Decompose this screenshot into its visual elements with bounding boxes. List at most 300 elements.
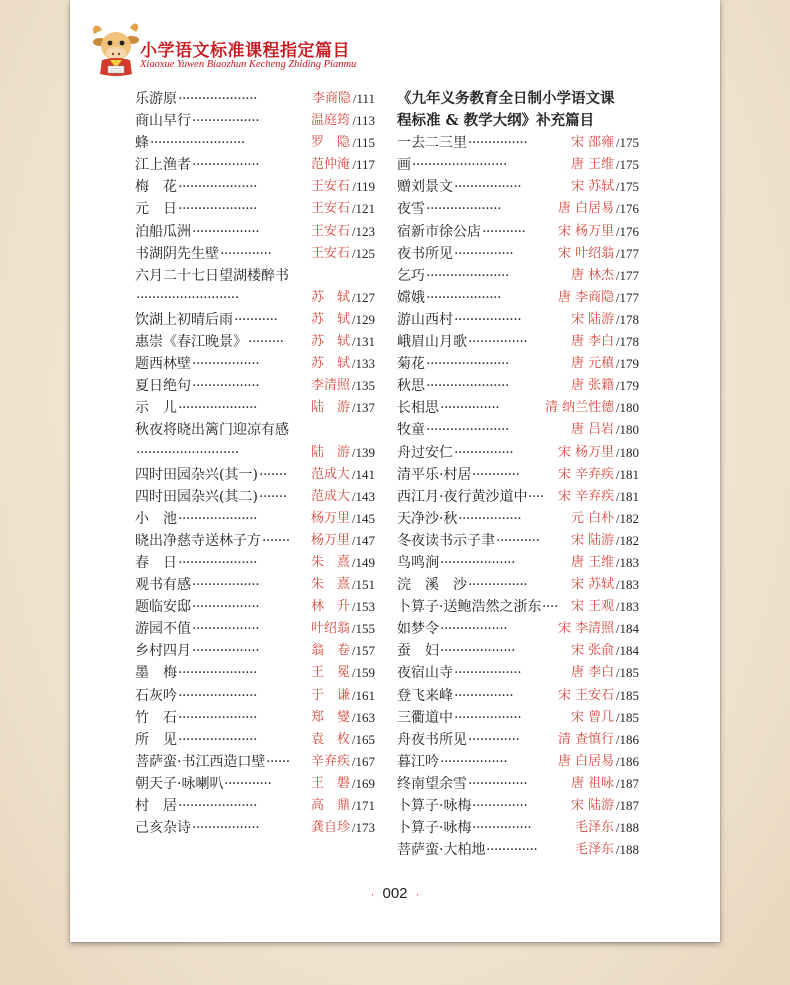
leader-dots: ···················· [178, 798, 258, 814]
leader-dots: ···················· [178, 201, 258, 218]
entry-title: 题西林壁 [135, 356, 191, 373]
toc-entry [135, 132, 375, 154]
toc-entry [397, 375, 639, 397]
leader-dots: ···················· [178, 665, 258, 682]
toc-entry [397, 596, 639, 618]
entry-author: 宋 苏轼 [571, 577, 615, 593]
entry-title: 菊花 [397, 356, 425, 373]
toc-entry [397, 839, 639, 861]
entry-author: 唐 张籍 [571, 378, 615, 394]
entry-author: 陆 游 [311, 444, 351, 460]
leader-dots: ··············· [468, 334, 528, 351]
toc-entry [397, 707, 639, 729]
leader-dots: ··········· [496, 532, 540, 549]
entry-author: 唐 元稹 [571, 356, 615, 372]
entry-title: 惠崇《春江晚景》 [135, 334, 247, 351]
entry-page: /185 [615, 687, 639, 703]
toc-entry [135, 751, 375, 773]
entry-title: 菩萨蛮·大柏地 [397, 842, 486, 859]
toc-entry [135, 198, 375, 220]
entry-page: /177 [615, 267, 639, 283]
entry-author: 高 鼎 [311, 798, 351, 813]
toc-entry [135, 530, 375, 552]
entry-author: 唐 李白 [571, 334, 615, 350]
entry-title: 菩萨蛮·书江西造口壁 [135, 753, 266, 770]
entry-title: 梅 花 [135, 179, 177, 196]
toc-entry [397, 508, 639, 530]
entry-title: 夜书所见 [397, 245, 453, 262]
entry-author: 翁 卷 [311, 643, 351, 659]
entry-author: 毛泽东 [575, 842, 615, 858]
entry-page: /177 [615, 245, 639, 261]
supplement-title: 《九年义务教育全日制小学语文课 [397, 90, 615, 107]
header-subtitle: Xiaoxue Yuwen Biaozhun Kecheng Zhiding Pianmu [140, 59, 357, 70]
leader-dots: ················· [454, 709, 522, 726]
entry-author: 龚自珍 [311, 820, 351, 836]
entry-title: 三衢道中 [397, 709, 453, 726]
toc-entry [135, 707, 375, 729]
toc-entry [397, 552, 639, 574]
entry-author: 叶绍翁 [311, 621, 351, 637]
entry-author: 唐 王维 [571, 157, 615, 173]
supplement-list [397, 132, 639, 861]
entry-title: 商山早行 [135, 113, 191, 130]
entry-title: 四时田园杂兴(其二) [135, 488, 258, 505]
entry-title: 舟过安仁 [397, 444, 453, 461]
leader-dots: ·························· [136, 289, 239, 306]
entry-author: 宋 辛弃疾 [558, 488, 615, 504]
entry-page: /163 [351, 709, 375, 725]
entry-author: 宋 陆游 [571, 532, 615, 548]
entry-page: /159 [351, 665, 375, 681]
leader-dots: ················· [192, 157, 260, 174]
leader-dots: ················· [454, 179, 522, 196]
leader-dots: ··············· [468, 577, 528, 594]
entry-author: 苏 轼 [311, 311, 351, 327]
leader-dots: ··················· [440, 643, 516, 660]
leader-dots: ··············· [454, 444, 514, 461]
entry-author: 清 纳兰性德 [545, 400, 615, 416]
leader-dots: ···················· [178, 709, 258, 726]
entry-title: 村 居 [135, 798, 177, 814]
leader-dots: ······· [259, 488, 287, 505]
entry-page: /173 [351, 820, 375, 836]
entry-author: 清 查慎行 [558, 731, 615, 747]
leader-dots: ··············· [454, 245, 514, 262]
entry-title: 蚕 妇 [397, 643, 439, 660]
leader-dots: ···················· [178, 510, 258, 527]
entry-page: /181 [615, 488, 639, 504]
entry-page: /188 [615, 820, 639, 836]
entry-page: /186 [615, 731, 639, 747]
entry-author: 袁 枚 [311, 731, 351, 747]
entry-author: 李商隐 [312, 91, 352, 106]
toc-entry [135, 685, 375, 707]
entry-title: 饮湖上初晴后雨 [135, 311, 233, 328]
leader-dots: ··················· [426, 289, 502, 306]
toc-entry [135, 176, 375, 198]
entry-author: 朱 熹 [311, 577, 351, 593]
entry-author: 唐 李商隐 [558, 289, 615, 305]
entry-author: 宋 曾几 [571, 709, 615, 725]
toc-entry [135, 773, 375, 795]
entry-title: 题临安邸 [135, 599, 191, 616]
entry-author: 唐 吕岩 [571, 422, 615, 438]
entry-page: /127 [351, 289, 375, 305]
entry-title: 夏日绝句 [135, 378, 191, 395]
header [88, 20, 488, 80]
entry-title: 嫦娥 [397, 289, 425, 306]
left-column [135, 88, 375, 839]
entry-page: /178 [615, 334, 639, 350]
toc-entry [397, 287, 639, 309]
leader-dots: ················ [458, 510, 522, 527]
entry-page: /188 [615, 842, 639, 858]
entry-page: /149 [351, 554, 375, 570]
toc-entry [135, 464, 375, 486]
entry-page: /180 [615, 400, 639, 416]
entry-page: /129 [351, 311, 375, 327]
footer-dot-icon: · [370, 887, 375, 901]
leader-dots: ··············· [472, 820, 532, 837]
entry-page: /184 [615, 643, 639, 659]
leader-dots: ··········· [482, 223, 526, 240]
entry-title: 一去二三里 [397, 135, 467, 152]
entry-title: 终南望余雪 [397, 775, 467, 792]
toc-entry [135, 618, 375, 640]
leader-dots: ·············· [472, 798, 528, 814]
leader-dots: ····················· [426, 267, 509, 284]
toc-entry [135, 662, 375, 684]
leader-dots: ···················· [178, 554, 258, 571]
entry-page: /187 [615, 798, 639, 813]
leader-dots: ············ [224, 775, 272, 792]
entry-title: 乐游原 [135, 91, 177, 107]
leader-dots: ················· [192, 820, 260, 837]
leader-dots: ··········· [234, 311, 278, 328]
entry-page: /137 [351, 400, 375, 416]
page-number: 002 [382, 885, 408, 902]
entry-author: 辛弃疾 [311, 753, 351, 769]
toc-entry [135, 287, 375, 309]
leader-dots: ················· [192, 577, 260, 594]
toc-entry [135, 265, 375, 287]
toc-entry [135, 353, 375, 375]
entry-page: /176 [615, 223, 639, 239]
entry-title: 游山西村 [397, 311, 453, 328]
entry-page: /119 [352, 179, 375, 195]
leader-dots: ················· [192, 356, 260, 373]
entry-page: /184 [615, 621, 639, 637]
leader-dots: ···················· [178, 731, 258, 748]
toc-entry [135, 154, 375, 176]
leader-dots: ················· [192, 223, 260, 240]
entry-page: /147 [351, 532, 375, 548]
entry-page: /182 [615, 510, 639, 526]
leader-dots: ······· [259, 466, 287, 483]
leader-dots: ··············· [440, 400, 500, 417]
entry-page: /145 [351, 510, 375, 526]
book-page [70, 0, 720, 942]
toc-entry [397, 442, 639, 464]
toc-entry [135, 88, 375, 110]
entry-page: /179 [615, 356, 639, 372]
entry-title: 暮江吟 [397, 753, 439, 770]
entry-author: 杨万里 [311, 532, 351, 548]
entry-page: /183 [615, 599, 639, 615]
entry-author: 唐 王维 [571, 554, 615, 570]
entry-title: 鸟鸣涧 [397, 554, 439, 571]
entry-title: 赠刘景文 [397, 179, 453, 196]
entry-page: /171 [351, 798, 375, 813]
right-column [397, 88, 639, 861]
entry-author: 范成大 [311, 488, 351, 504]
entry-title: 书湖阴先生壁 [135, 245, 219, 262]
leader-dots: ················· [454, 665, 522, 682]
leader-dots: ···················· [178, 179, 258, 196]
toc-entry [397, 221, 639, 243]
entry-page: /123 [351, 223, 375, 239]
toc-entry [135, 596, 375, 618]
leader-dots: ····················· [426, 422, 509, 439]
leader-dots: ············ [472, 466, 520, 483]
leader-dots: ··············· [468, 775, 528, 792]
entry-author: 苏 轼 [311, 334, 351, 350]
entry-author: 温庭筠 [311, 113, 351, 129]
entry-title: 春 日 [135, 554, 177, 571]
entry-page: /175 [615, 157, 639, 173]
toc-entry [397, 640, 639, 662]
entry-author: 苏 轼 [311, 356, 351, 372]
supplement-title-line2: 程标准 & 教学大纲》补充篇目 [397, 112, 595, 130]
entry-page: /176 [615, 201, 639, 217]
entry-author: 王安石 [311, 179, 351, 195]
leader-dots: ·························· [136, 444, 239, 461]
entry-author: 宋 陆游 [571, 311, 615, 327]
entry-author: 李清照 [311, 378, 351, 394]
entry-page: /180 [615, 422, 639, 438]
entry-page: /186 [615, 753, 639, 769]
entry-author: 宋 辛弃疾 [558, 466, 615, 482]
entry-title: 己亥杂诗 [135, 820, 191, 837]
toc-entry [397, 530, 639, 552]
entry-title: 天净沙·秋 [397, 510, 458, 527]
leader-dots: ···· [542, 599, 558, 616]
entry-page: /187 [615, 775, 639, 791]
entry-title: 画 [397, 157, 411, 174]
entry-page: /185 [615, 665, 639, 681]
entry-page: /182 [615, 532, 639, 548]
entry-author: 陆 游 [311, 400, 351, 416]
entry-title: 牧童 [397, 422, 425, 439]
leader-dots: ················· [192, 113, 260, 130]
leader-dots: ···················· [178, 91, 258, 107]
entry-title: 所 见 [135, 731, 177, 748]
entry-page: /121 [351, 201, 375, 217]
toc-entry [135, 817, 375, 839]
entry-page: /179 [615, 378, 639, 394]
toc-entry [397, 331, 639, 353]
entry-author: 王安石 [311, 223, 351, 239]
entry-author: 唐 白居易 [558, 201, 615, 217]
entry-author: 范仲淹 [311, 157, 351, 173]
entry-title: 泊船瓜洲 [135, 223, 191, 240]
entry-page: /153 [351, 599, 375, 615]
entry-page: /169 [351, 775, 375, 791]
leader-dots: ···· [528, 488, 544, 505]
entry-page: /185 [615, 709, 639, 725]
entry-title: 卜算子·咏梅 [397, 820, 472, 837]
toc-entry [397, 751, 639, 773]
leader-dots: ··················· [440, 554, 516, 571]
leader-dots: ················· [440, 621, 508, 638]
toc-entry [397, 729, 639, 751]
entry-title: 登飞来峰 [397, 687, 453, 704]
entry-author: 朱 熹 [311, 554, 351, 570]
entry-author: 宋 邵雍 [571, 135, 615, 151]
leader-dots: ············· [486, 842, 538, 859]
leader-dots: ················· [192, 621, 260, 638]
leader-dots: ························ [412, 157, 507, 174]
entry-page: /135 [351, 378, 375, 394]
entry-author: 宋 杨万里 [558, 223, 615, 239]
toc-entry [135, 729, 375, 751]
entry-page: /143 [351, 488, 375, 504]
entry-page: /151 [351, 577, 375, 593]
leader-dots: ··················· [426, 201, 502, 218]
toc-entry [397, 486, 639, 508]
entry-page: /157 [351, 643, 375, 659]
entry-title: 秋思 [397, 378, 425, 395]
entry-page: /139 [351, 444, 375, 460]
toc-entry [397, 154, 639, 176]
entry-author: 王 冕 [311, 665, 351, 681]
entry-author: 宋 王观 [571, 599, 615, 615]
entry-author: 唐 白居易 [558, 753, 615, 769]
entry-title: 竹 石 [135, 709, 177, 726]
entry-title: 卜算子·咏梅 [397, 798, 472, 814]
toc-entry [397, 265, 639, 287]
leader-dots: ········· [248, 334, 284, 351]
entry-author: 王安石 [311, 245, 351, 261]
entry-title: 西江月·夜行黄沙道中 [397, 488, 528, 505]
entry-title: 夜雪 [397, 201, 425, 218]
entry-title: 乡村四月 [135, 643, 191, 660]
entry-page: /175 [615, 179, 639, 195]
leader-dots: ··············· [468, 135, 528, 152]
leader-dots: ····················· [426, 378, 509, 395]
entry-title: 石灰吟 [135, 687, 177, 704]
footer-dot-icon: · [415, 887, 420, 901]
entry-author: 宋 陆游 [571, 798, 615, 813]
entry-page: /180 [615, 444, 639, 460]
toc-entry [135, 574, 375, 596]
toc-entry [135, 243, 375, 265]
entry-page: /117 [352, 157, 375, 173]
toc-entry [135, 397, 375, 419]
entry-title: 蜂 [135, 135, 149, 152]
leader-dots: ················· [192, 378, 260, 395]
toc-entry [135, 221, 375, 243]
leader-dots: ···················· [178, 687, 258, 704]
toc-entry [397, 397, 639, 419]
entry-author: 毛泽东 [575, 820, 615, 836]
toc-entry [135, 419, 375, 441]
toc-entry [397, 817, 639, 839]
entry-author: 唐 林杰 [571, 267, 615, 283]
entry-page: /133 [351, 356, 375, 372]
leader-dots: ············· [468, 731, 520, 748]
entry-author: 林 升 [311, 599, 351, 615]
toc-entry [135, 375, 375, 397]
leader-dots: ················· [440, 753, 508, 770]
entry-page: /178 [615, 311, 639, 327]
entry-title: 示 儿 [135, 400, 177, 417]
entry-title: 清平乐·村居 [397, 466, 472, 483]
leader-dots: ············· [220, 245, 272, 262]
toc-entry [135, 331, 375, 353]
entry-author: 宋 杨万里 [558, 444, 615, 460]
entry-author: 郑 燮 [311, 709, 351, 725]
toc-entry [397, 662, 639, 684]
toc-entry [135, 552, 375, 574]
entry-title: 长相思 [397, 400, 439, 417]
entry-author: 宋 张俞 [571, 643, 615, 659]
toc-entry [397, 773, 639, 795]
leader-dots: ················· [192, 643, 260, 660]
entry-page: /183 [615, 577, 639, 593]
entry-title: 朝天子·咏喇叭 [135, 775, 224, 792]
leader-dots: ················· [192, 599, 260, 616]
entry-page: /181 [615, 466, 639, 482]
entry-page: /125 [351, 245, 375, 261]
leader-dots: ························ [150, 135, 245, 152]
toc-entry [397, 464, 639, 486]
entry-title: 墨 梅 [135, 665, 177, 682]
entry-page: /115 [352, 135, 375, 151]
toc-entry [397, 176, 639, 198]
entry-title: 冬夜读书示子聿 [397, 532, 495, 549]
entry-title: 江上渔者 [135, 157, 191, 174]
entry-title: 游园不值 [135, 621, 191, 638]
leader-dots: ················· [454, 311, 522, 328]
leader-dots: ··············· [454, 687, 514, 704]
toc-entry [135, 508, 375, 530]
entry-author: 杨万里 [311, 510, 351, 526]
entry-author: 于 谦 [311, 687, 351, 703]
entry-title: 舟夜书所见 [397, 731, 467, 748]
entry-title: 如梦令 [397, 621, 439, 638]
entry-author: 宋 苏轼 [571, 179, 615, 195]
toc-entry [397, 618, 639, 640]
toc-entry [135, 309, 375, 331]
entry-title: 四时田园杂兴(其一) [135, 466, 258, 483]
toc-entry [397, 243, 639, 265]
entry-author: 宋 叶绍翁 [558, 245, 615, 261]
entry-page: /167 [351, 753, 375, 769]
entry-page: /175 [615, 135, 639, 151]
toc-entry [397, 132, 639, 154]
entry-page: /113 [352, 113, 375, 129]
entry-page: /165 [351, 731, 375, 747]
entry-author: 唐 祖咏 [571, 775, 615, 791]
toc-entry [397, 198, 639, 220]
toc-entry [397, 574, 639, 596]
entry-author: 王 磐 [311, 775, 351, 791]
entry-title: 晓出净慈寺送林子方 [135, 532, 261, 549]
header-title: 小学语文标准课程指定篇目 [140, 41, 350, 61]
toc-entry [135, 110, 375, 132]
